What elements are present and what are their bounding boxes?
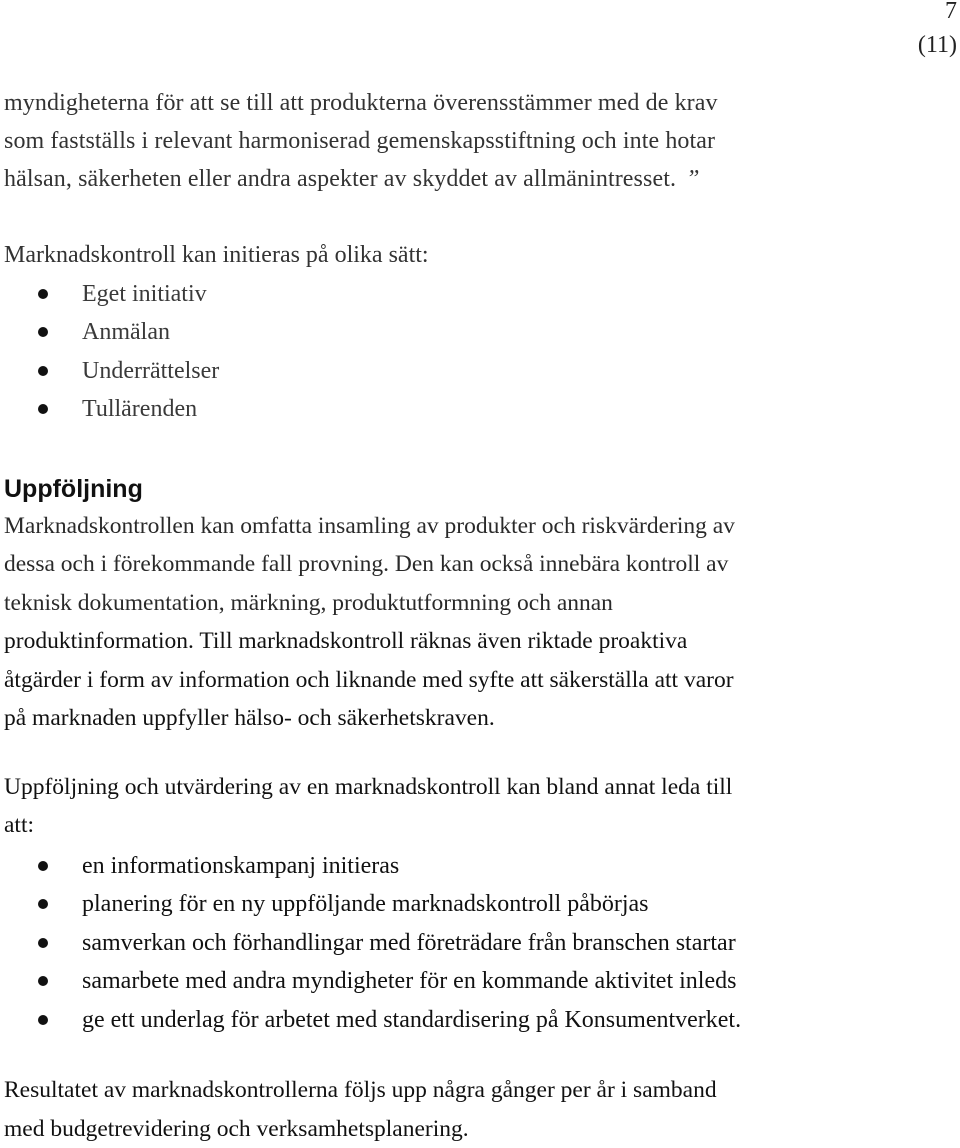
bullet-icon (38, 366, 48, 376)
intro-line: myndigheterna för att se till att produkterna överensstämmer med de krav (4, 84, 954, 122)
bullet-icon (38, 289, 48, 299)
outcomes-lead (4, 768, 954, 845)
followup-line: Marknadskontrollen kan omfatta insamling av produkter och riskvärdering av (4, 507, 954, 546)
document-body (4, 84, 954, 1148)
followup-line: åtgärder i form av information och liknande med syfte att säkerställa att varor (4, 661, 954, 700)
followup-line: teknisk dokumentation, märkning, produktutformning och annan (4, 584, 954, 623)
outcomes-lead-line: Uppföljning och utvärdering av en marknadskontroll kan bland annat leda till (4, 768, 954, 807)
intro-line-text: hälsan, säkerheten eller andra aspekter av skyddet av allmänintresset. (4, 166, 676, 192)
closing-paragraph (4, 1071, 954, 1148)
bullet-icon (38, 404, 48, 414)
initiation-list (4, 275, 954, 429)
bullet-icon (38, 899, 48, 909)
followup-line: dessa och i förekommande fall provning. Den kan också innebära kontroll av (4, 545, 954, 584)
list-item (4, 847, 954, 886)
outcomes-lead-line: att: (4, 806, 954, 845)
bullet-icon (38, 1015, 48, 1025)
closing-quote-mark: ” (686, 166, 699, 192)
list-item (4, 352, 954, 391)
intro-paragraph (4, 84, 954, 198)
closing-line: Resultatet av marknadskontrollerna följs upp några gånger per år i samband (4, 1071, 954, 1110)
bullet-icon (38, 861, 48, 871)
list-item (4, 275, 954, 314)
intro-line (4, 160, 954, 198)
list-item-text: Anmälan (82, 319, 170, 345)
bullet-icon (38, 327, 48, 337)
list-item (4, 1001, 954, 1040)
bullet-icon (38, 976, 48, 986)
list-item-text: Underrättelser (82, 358, 219, 384)
list-item-text: ge ett underlag för arbetet med standardisering på Konsumentverket. (82, 1007, 741, 1033)
list-item (4, 962, 954, 1001)
followup-line: produktinformation. Till marknadskontroll räknas även riktade proaktiva (4, 622, 954, 661)
list-item-text: Eget initiativ (82, 281, 207, 307)
followup-line: på marknaden uppfyller hälso- och säkerhetskraven. (4, 699, 954, 738)
page-number-current: 7 (918, 0, 957, 28)
list-item-text: en informationskampanj initieras (82, 853, 399, 879)
closing-line: med budgetrevidering och verksamhetsplanering. (4, 1110, 954, 1148)
list-item (4, 924, 954, 963)
list-item-text: samverkan och förhandlingar med företrädare från branschen startar (82, 930, 736, 956)
list-item (4, 313, 954, 352)
intro-line: som fastställs i relevant harmoniserad gemenskapsstiftning och inte hotar (4, 122, 954, 160)
outcomes-list (4, 847, 954, 1040)
list-item (4, 885, 954, 924)
bullet-icon (38, 938, 48, 948)
followup-paragraph (4, 507, 954, 738)
list-item-text: samarbete med andra myndigheter för en kommande aktivitet inleds (82, 968, 736, 994)
initiation-lead: Marknadskontroll kan initieras på olika sätt: (4, 236, 954, 275)
list-item (4, 390, 954, 429)
page-number-total: (11) (918, 28, 957, 62)
section-heading: Uppföljning (4, 471, 954, 507)
list-item-text: Tullärenden (82, 396, 197, 422)
page-number (918, 0, 957, 62)
list-item-text: planering för en ny uppföljande marknadskontroll påbörjas (82, 891, 649, 917)
